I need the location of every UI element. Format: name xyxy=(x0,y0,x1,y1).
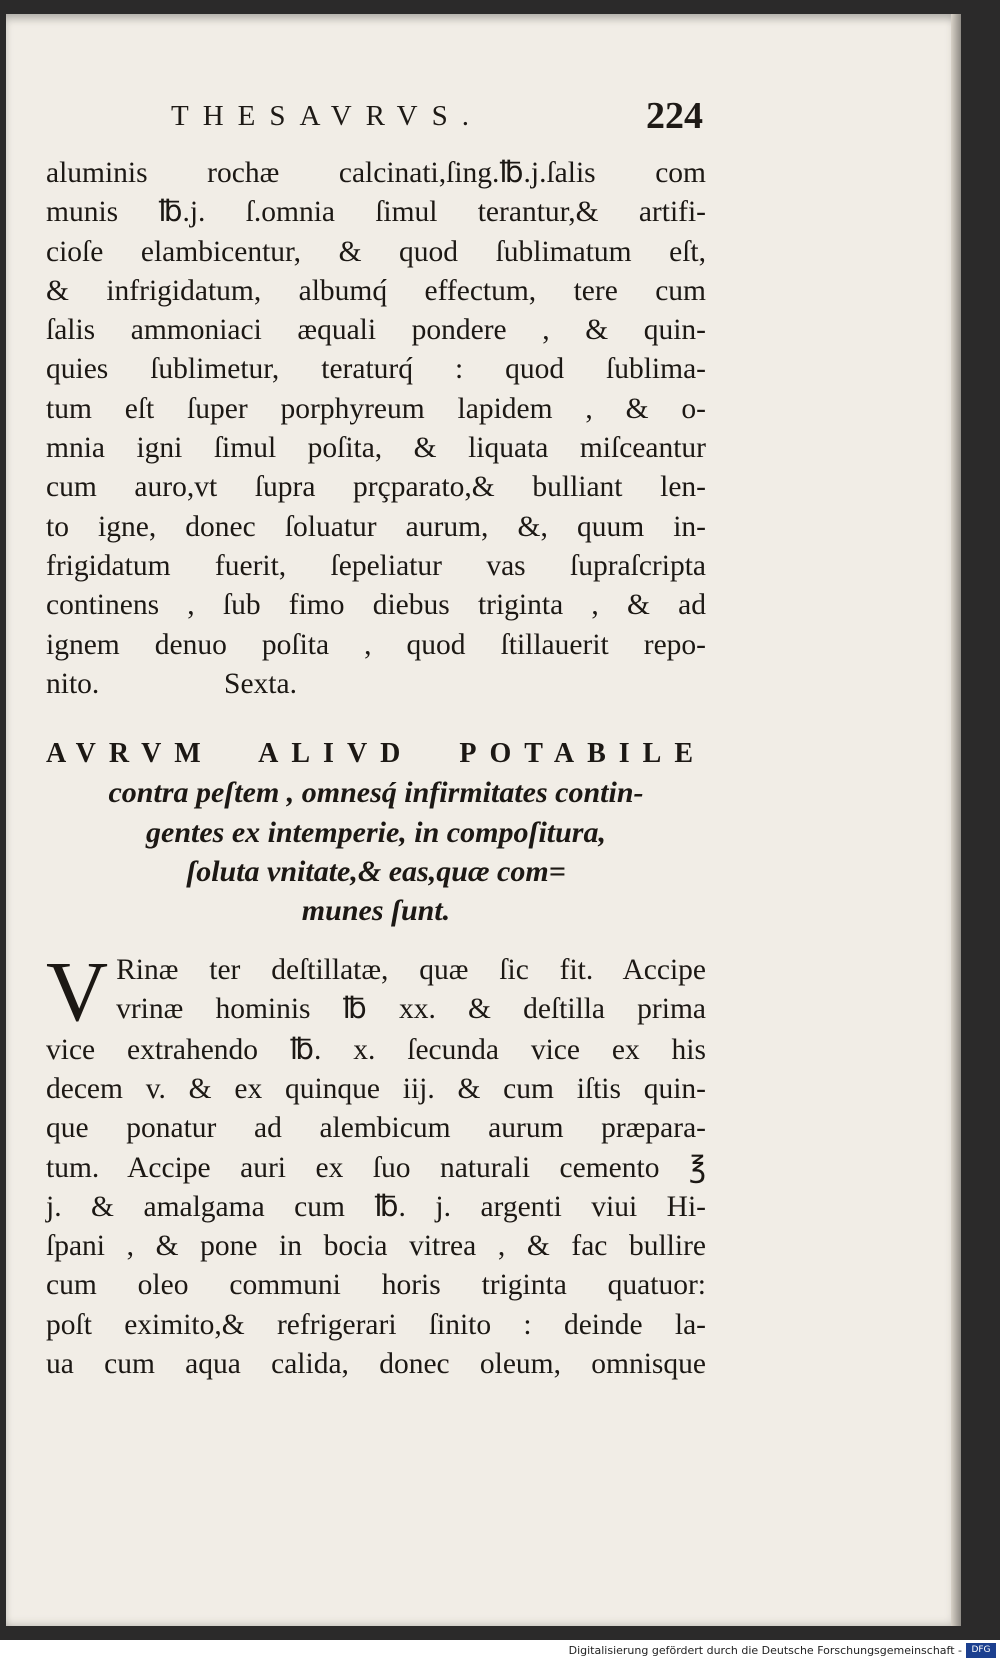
paragraph-1-line: continens , ſub fimo diebus triginta , & ad xyxy=(46,589,706,622)
recipe-heading xyxy=(46,734,706,930)
paragraph-1-line: cioſe elambicentur, & quod ſublimatum eſt, xyxy=(46,235,706,268)
paragraph-1-line: frigidatum fuerit, ſepeliatur vas ſupraſcripta xyxy=(46,549,706,582)
paragraph-1-line: & infrigidatum, albumq́ effectum, tere cum xyxy=(46,274,706,307)
paragraph-2-line: ua cum aqua calida, donec oleum, omnisque xyxy=(46,1348,706,1381)
heading-italic-lines xyxy=(46,773,706,930)
paragraph-1-last-text: nito. xyxy=(46,667,100,700)
paragraph-2-first-line: Rinæ ter deſtillatæ, quæ ſic fit. Accipe xyxy=(116,953,706,986)
paragraph-1-line: ſalis ammoniaci æquali pondere , & quin- xyxy=(46,314,706,347)
sexta-label: Sexta. xyxy=(224,667,297,700)
paragraph-1 xyxy=(46,154,706,665)
heading-caps-line: AVRVM ALIVD POTABILE xyxy=(46,738,706,770)
paragraph-1-line: mnia igni ſimul poſita, & liquata miſceantur xyxy=(46,432,706,465)
paragraph-1-line: ignem denuo poſita , quod ſtillauerit repo- xyxy=(46,628,706,661)
paragraph-2-line: tum. Accipe auri ex ſuo naturali cemento ℥ xyxy=(46,1151,706,1184)
paragraph-1-line: cum auro,vt ſupra prçparato,& bulliant len- xyxy=(46,471,706,504)
paragraph-1-line: tum eſt ſuper porphyreum lapidem , & o- xyxy=(46,392,706,425)
paragraph-2 xyxy=(46,942,706,1385)
paragraph-2-first-lines xyxy=(46,942,706,1039)
paragraph-2-line: ſpani , & pone in bocia vitrea , & fac bullire xyxy=(46,1230,706,1263)
footer-bar xyxy=(0,1640,1000,1663)
book-page xyxy=(6,14,961,1626)
page-edge-shadow xyxy=(951,14,961,1626)
footer-credit: Digitalisierung gefördert durch die Deutsche Forschungsgemeinschaft - xyxy=(568,1644,962,1657)
running-head: THESAVRVS. xyxy=(171,100,483,132)
paragraph-1-line: aluminis rochæ calcinati,ſing.℔.j.ſalis com xyxy=(46,157,706,189)
paragraph-1-line: to igne, donec ſoluatur aurum, &, quum in- xyxy=(46,510,706,543)
heading-line: contra peſtem , omnesq́ infirmitates contin- xyxy=(108,776,644,810)
paragraph-1-line: quies ſublimetur, teraturq́ : quod ſublima- xyxy=(46,353,706,386)
paragraph-2-first-line: vrinæ hominis ℔ xx. & deſtilla prima xyxy=(116,992,706,1025)
heading-line: ſoluta vnitate,& eas,quæ com= xyxy=(186,855,566,889)
paragraph-2-lines xyxy=(46,1031,706,1385)
dfg-logo: DFG xyxy=(966,1643,996,1658)
drop-cap: V xyxy=(46,942,109,1039)
page-number: 224 xyxy=(646,95,703,137)
heading-line: gentes ex intemperie, in compoſitura, xyxy=(146,815,606,849)
paragraph-2-line: j. & amalgama cum ℔. j. argenti viui Hi- xyxy=(46,1190,706,1223)
paragraph-2-line: que ponatur ad alembicum aurum præpara- xyxy=(46,1112,706,1145)
text-block xyxy=(46,154,706,1384)
paragraph-2-line: vice extrahendo ℔. x. ſecunda vice ex his xyxy=(46,1033,706,1066)
paragraph-1-line: munis ℔.j. ſ.omnia ſimul terantur,& artifi- xyxy=(46,196,706,229)
paragraph-2-line: decem v. & ex quinque iij. & cum iſtis quin- xyxy=(46,1072,706,1105)
paragraph-2-line: cum oleo communi horis triginta quatuor: xyxy=(46,1269,706,1302)
heading-line: munes ſunt. xyxy=(301,894,451,928)
paragraph-2-line: poſt eximito,& refrigerari ſinito : deinde la- xyxy=(46,1308,706,1341)
paragraph-1-last-line xyxy=(46,665,706,704)
